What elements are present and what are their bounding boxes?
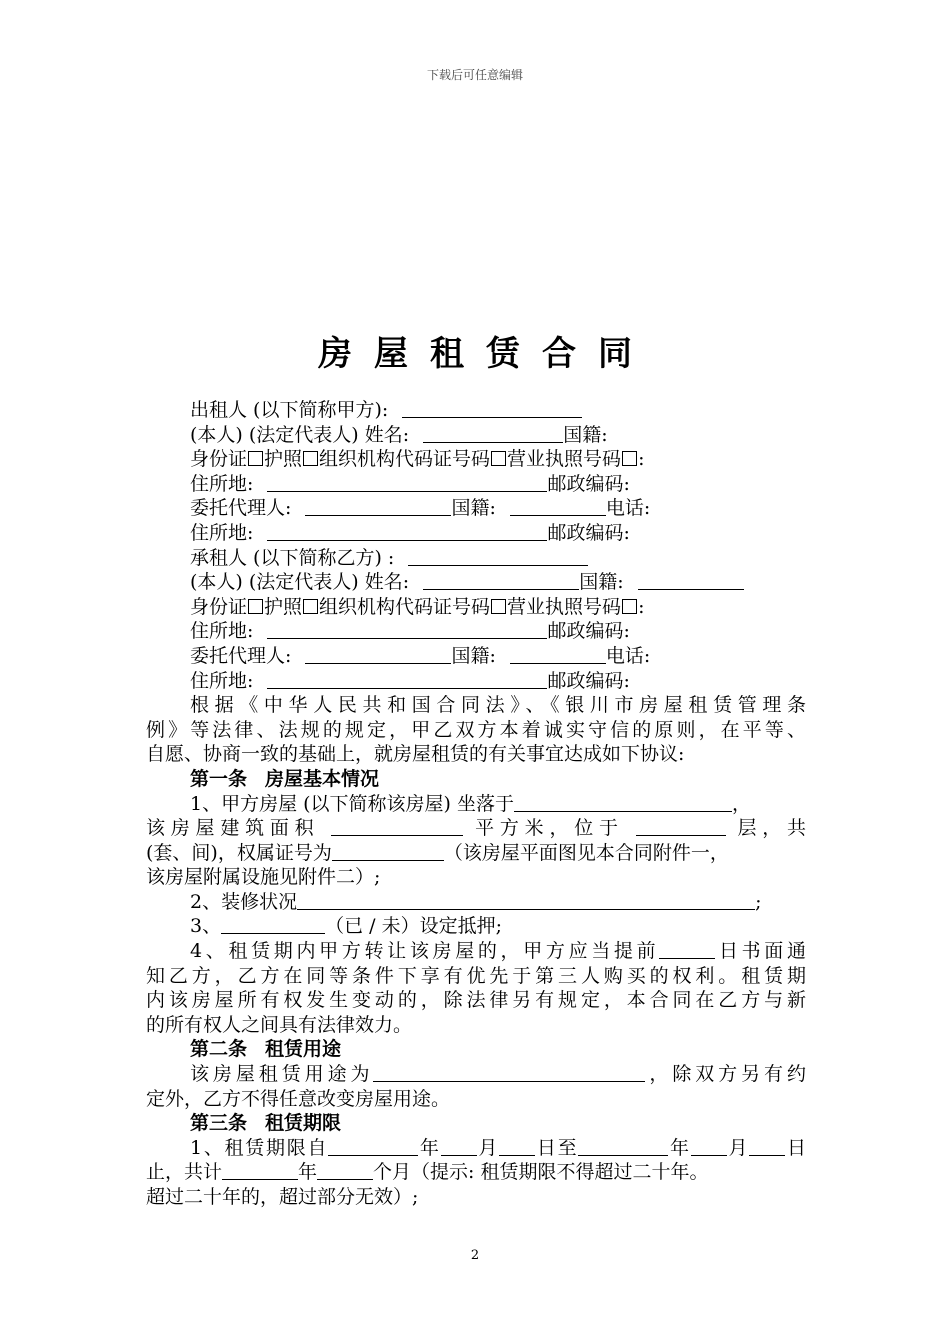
start-month-blank[interactable] [441,1137,477,1156]
start-day-blank[interactable] [499,1137,535,1156]
lessor-agent-line: 委托代理人: 国籍: 电话: [190,497,651,520]
lessor-agent-address-blank[interactable] [267,522,547,541]
article-3-heading: 第三条 租赁期限 [190,1112,342,1135]
lessor-name-blank[interactable] [402,399,582,418]
preamble-line-3: 自愿、协商一致的基础上，就房屋租赁的有关事宜达成如下协议: [146,743,685,766]
page-header: 下载后可任意编辑 [426,68,523,82]
page-number: 2 [470,1248,480,1263]
lessee-agent-line: 委托代理人: 国籍: 电话: [190,644,651,667]
lessee-representative-line: (本人) (法定代表人) 姓名: 国籍: [146,570,806,595]
contract-body [146,398,806,1210]
checkbox-passport[interactable] [303,599,318,614]
article-2-heading: 第二条 租赁用途 [190,1038,342,1061]
term-years-blank[interactable] [222,1161,298,1180]
article-1-heading: 第一条 房屋基本情况 [190,767,380,790]
lessee-agent-address-blank[interactable] [267,670,547,689]
article-2-line-2: 定外，乙方不得任意改变房屋用途。 [146,1087,451,1110]
lessor-intro-line: 出租人 (以下简称甲方): [146,398,806,423]
article-1-item-4-line-4: 的所有权人之间具有法律效力。 [146,1013,413,1036]
end-year-blank[interactable] [578,1137,668,1156]
lessor-address-line: 住所地: 邮政编码: [190,472,630,495]
checkbox-org-code[interactable] [491,599,506,614]
article-1-item-1-line-2: 该房屋建筑面积 平方米，位于 层，共 [146,817,806,840]
article-1-item-2: 2、装修状况 ; [190,890,762,913]
floor-blank[interactable] [636,817,726,836]
checkbox-id-card[interactable] [248,599,263,614]
lessee-name-blank[interactable] [408,547,588,566]
article-1-item-1-line-4: 该房屋附属设施见附件二）; [146,866,381,889]
title-cert-number-blank[interactable] [332,842,444,861]
lessee-agent-blank[interactable] [305,645,451,664]
lessee-intro-line: 承租人 (以下简称乙方) : [146,546,806,571]
checkbox-org-code[interactable] [491,451,506,466]
article-1-item-4-line-1: 4、租赁期内甲方转让该房屋的，甲方应当提前 日书面通 [190,940,806,963]
lessor-agent-blank[interactable] [305,497,451,516]
building-area-blank[interactable] [331,817,463,836]
lessee-address-blank[interactable] [267,620,547,639]
decoration-status-blank[interactable] [297,891,755,910]
end-month-blank[interactable] [691,1137,727,1156]
notice-days-blank[interactable] [659,940,715,959]
lessor-id-doc-line: 身份证 护照 组织机构代码证号码 营业执照号码 : [190,448,645,471]
article-2-line-1: 该房屋租赁用途为 ，除双方另有约 [190,1063,806,1086]
end-day-blank[interactable] [749,1137,785,1156]
lessee-id-doc-line: 身份证 护照 组织机构代码证号码 营业执照号码 : [190,595,645,618]
lessee-address-line: 住所地: 邮政编码: [190,620,630,643]
start-year-blank[interactable] [328,1137,418,1156]
article-1-item-4-line-2: 知乙方，乙方在同等条件下享有优先于第三人购买的权利。租赁期 [146,964,806,987]
article-1-item-1-line-1: 1、甲方房屋 (以下简称该房屋) 坐落于 ， [190,792,752,815]
lessor-rep-name-blank[interactable] [423,424,563,443]
lessor-agent-address-line: 住所地: 邮政编码: [190,521,630,544]
lessor-representative-line: (本人) (法定代表人) 姓名: 国籍: [190,423,608,446]
lessor-agent-nationality-blank[interactable] [510,497,606,516]
article-1-item-4-line-3: 内该房屋所有权发生变动的，除法律另有规定，本合同在乙方与新 [146,989,806,1012]
rental-purpose-blank[interactable] [373,1063,645,1082]
property-location-blank[interactable] [514,793,732,812]
checkbox-passport[interactable] [303,451,318,466]
lessee-agent-nationality-blank[interactable] [510,645,606,664]
article-1-item-1-line-3: (套、间)，权属证号为 （该房屋平面图见本合同附件一， [146,841,729,864]
article-3-line-3: 超过二十年的，超过部分无效）; [146,1186,419,1208]
lessor-address-blank[interactable] [267,473,547,492]
lessee-rep-name-blank[interactable] [423,571,579,590]
checkbox-business-license[interactable] [622,451,637,466]
checkbox-id-card[interactable] [248,451,263,466]
mortgage-status-blank[interactable] [221,915,325,934]
preamble-line-1: 根据《中华人民共和国合同法》、《银川市房屋租赁管理条 [190,694,806,717]
article-1-item-3: 3、 （已 / 未）设定抵押; [190,915,502,938]
lessee-agent-address-line: 住所地: 邮政编码: [190,669,630,692]
preamble-line-2: 例》等法律、法规的规定，甲乙双方本着诚实守信的原则，在平等、 [146,718,806,741]
document-title: 房屋租赁合同 [318,334,654,374]
article-3-line-1: 1、租赁期限自 年 月 日至 年 月 日 [190,1136,806,1159]
term-months-blank[interactable] [317,1161,373,1180]
lessee-nationality-blank[interactable] [638,571,744,590]
checkbox-business-license[interactable] [622,599,637,614]
article-3-line-2: 止，共计 年 个月（提示: 租赁期限不得超过二十年。 [146,1161,709,1184]
